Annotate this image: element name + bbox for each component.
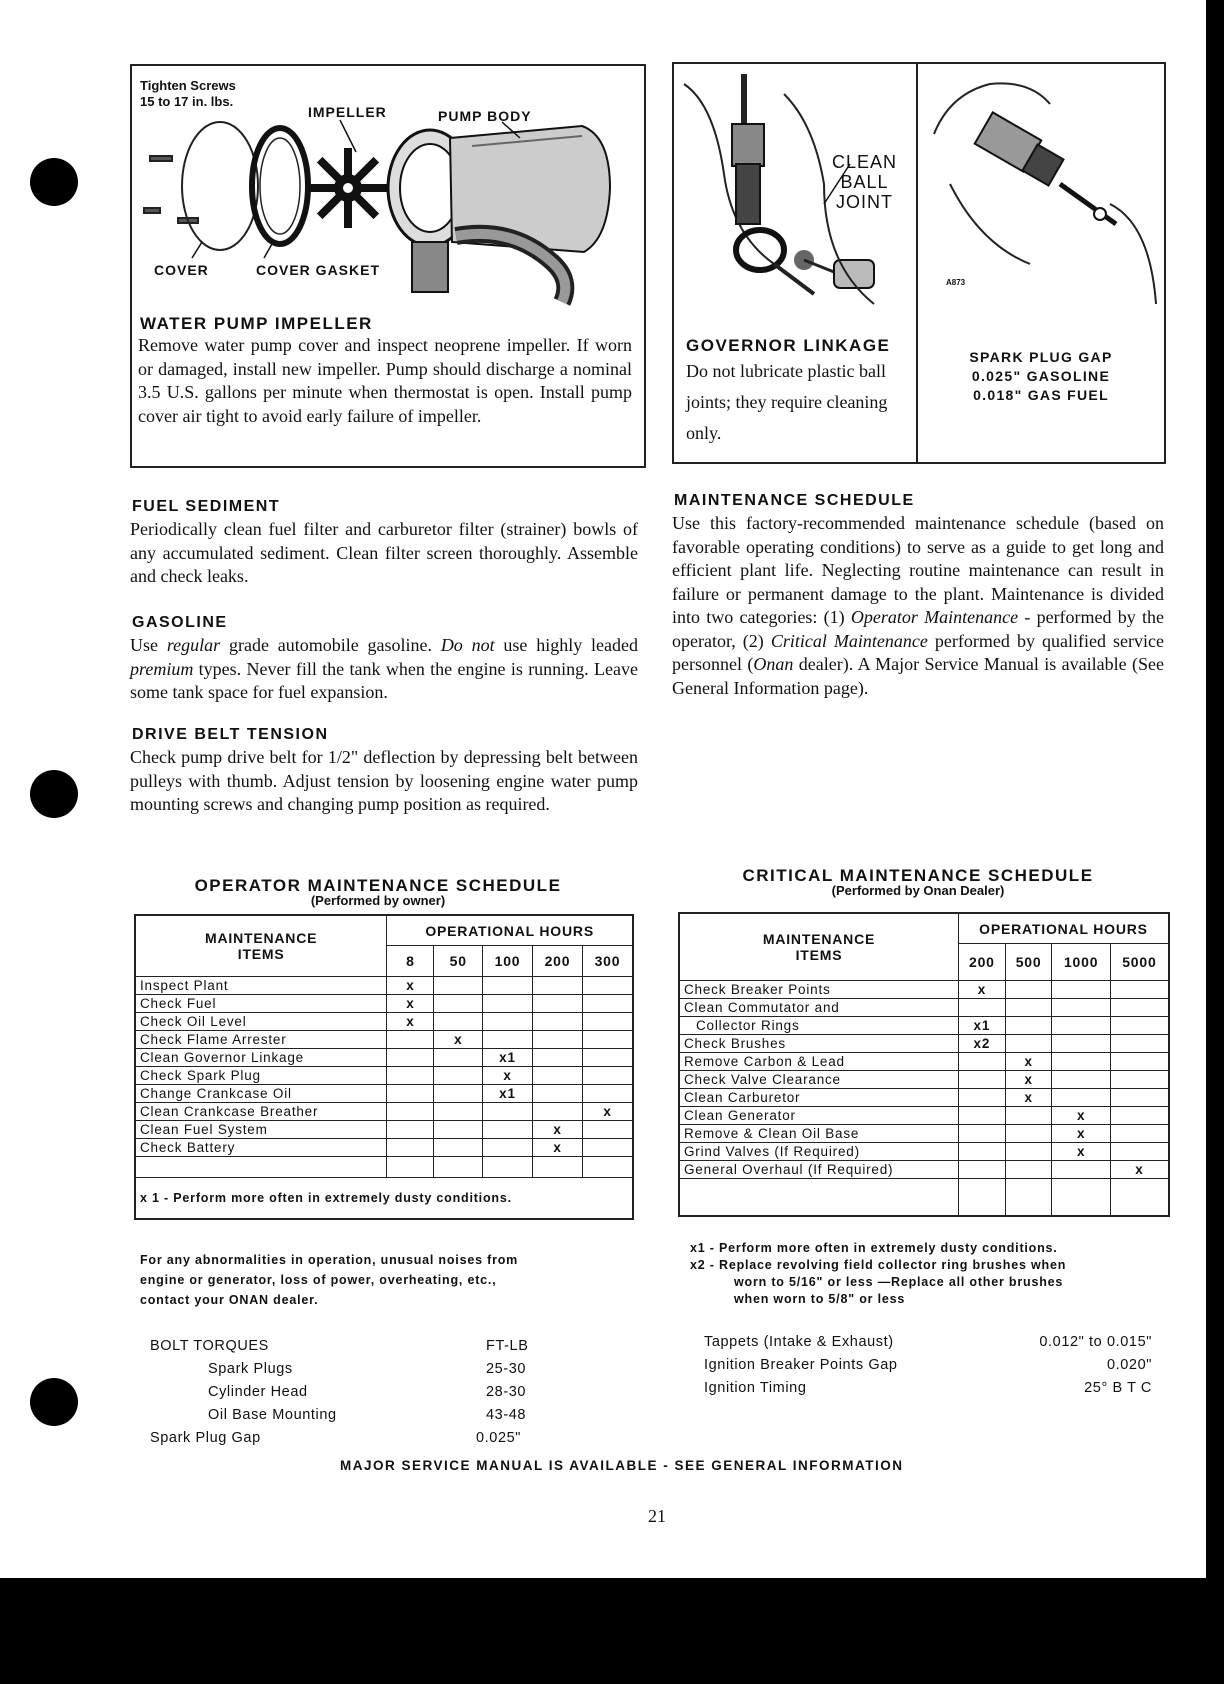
- table-row: [136, 1121, 632, 1139]
- operator-item-cell: Clean Governor Linkage: [136, 1049, 387, 1067]
- maintenance-schedule-heading: MAINTENANCE SCHEDULE: [674, 492, 915, 509]
- spark-plug-gap-caption: SPARK PLUG GAP 0.025" GASOLINE 0.018" GAS FUEL: [969, 349, 1113, 403]
- operator-items-header: MAINTENANCE ITEMS: [136, 916, 387, 977]
- table-row: [680, 1161, 1168, 1179]
- cover-gasket-label: COVER GASKET: [256, 262, 381, 278]
- critical-mark-cell: x1: [959, 1017, 1006, 1035]
- maintenance-schedule-text: Use this factory-recommended maintenance schedule (based on favorable operating conditions) to serve as a guide to get long and efficient plant life. Neglecting routine maintenance can result in failure or permanent damage to the plant. Maintenance is divided into two categories: (1) Operator Maintenance - performed by the operator, (2) Critical Maintenance performed by qualified service personnel (Onan dealer). A Major Service Manual is available (See General Information page).: [672, 513, 1165, 698]
- operator-hour-col: 200: [532, 946, 582, 977]
- critical-mark-cell: [1052, 1089, 1110, 1107]
- table-row: [680, 1107, 1168, 1125]
- spec-value: 0.020": [1106, 1357, 1152, 1373]
- governor-linkage-title: GOVERNOR LINKAGE: [686, 336, 891, 355]
- critical-mark-cell: [959, 1125, 1006, 1143]
- fuel-sediment-heading: FUEL SEDIMENT: [132, 498, 281, 515]
- spark-plug-gap-label: Spark Plug Gap: [150, 1430, 261, 1446]
- critical-mark-cell: [1052, 1017, 1110, 1035]
- operator-mark-cell: x: [434, 1031, 483, 1049]
- table-row: [680, 999, 1168, 1017]
- critical-mark-cell: [959, 1179, 1006, 1216]
- table-row: [680, 1125, 1168, 1143]
- critical-item-cell: Check Breaker Points: [680, 981, 959, 999]
- table-row: [136, 1013, 632, 1031]
- table-row: [136, 1157, 632, 1178]
- operator-mark-cell: x: [387, 977, 434, 995]
- torque-label: Cylinder Head: [208, 1384, 308, 1400]
- critical-mark-cell: [1110, 981, 1168, 999]
- critical-mark-cell: [1052, 981, 1110, 999]
- operator-item-cell: Clean Crankcase Breather: [136, 1103, 387, 1121]
- operator-mark-cell: x1: [483, 1085, 533, 1103]
- water-pump-impeller-title: WATER PUMP IMPELLER: [140, 314, 373, 333]
- operator-mark-cell: [582, 995, 632, 1013]
- operator-mark-cell: [434, 977, 483, 995]
- torque-rows: [150, 1361, 550, 1430]
- critical-mark-cell: x: [959, 981, 1006, 999]
- spec-label: Tappets (Intake & Exhaust): [704, 1334, 894, 1350]
- critical-item-cell: Clean Generator: [680, 1107, 959, 1125]
- critical-mark-cell: [1052, 1071, 1110, 1089]
- table-row: [136, 1067, 632, 1085]
- operator-mark-cell: [532, 1085, 582, 1103]
- operator-mark-cell: [483, 1013, 533, 1031]
- operator-mark-cell: [483, 1157, 533, 1178]
- critical-mark-cell: [1110, 1143, 1168, 1161]
- operator-item-cell: Check Flame Arrester: [136, 1031, 387, 1049]
- critical-item-cell: Clean Commutator and: [680, 999, 959, 1017]
- critical-footnotes: x1 - Perform more often in extremely dusty conditions. x2 - Replace revolving field collector ring brushes when worn to 5/16" or less —Replace all other brushes when worn to 5/8" or less: [690, 1241, 1067, 1306]
- critical-mark-cell: x: [1052, 1107, 1110, 1125]
- operator-mark-cell: [582, 1049, 632, 1067]
- critical-mark-cell: [959, 1089, 1006, 1107]
- operator-item-cell: Change Crankcase Oil: [136, 1085, 387, 1103]
- table-row: [680, 1143, 1168, 1161]
- operator-mark-cell: [532, 1157, 582, 1178]
- binder-hole-top: [30, 158, 78, 206]
- table-row: [680, 981, 1168, 999]
- fuel-sediment-text: Periodically clean fuel filter and carburetor filter (strainer) bowls of any accumulated sediment. Clean filter screen thoroughly. Assemble and check leaks.: [130, 519, 638, 586]
- figure-code: A873: [946, 278, 966, 287]
- operator-mark-cell: [532, 1031, 582, 1049]
- operator-mark-cell: [582, 1139, 632, 1157]
- operator-mark-cell: [532, 1049, 582, 1067]
- operator-item-cell: Clean Fuel System: [136, 1121, 387, 1139]
- critical-items-header: MAINTENANCE ITEMS: [680, 914, 959, 981]
- spec-rows: [704, 1334, 1156, 1403]
- torque-value: 43-48: [486, 1407, 527, 1423]
- critical-mark-cell: [1110, 1107, 1168, 1125]
- critical-mark-cell: [1005, 981, 1052, 999]
- table-row: [680, 1035, 1168, 1053]
- operator-mark-cell: [387, 1121, 434, 1139]
- operator-mark-cell: x: [582, 1103, 632, 1121]
- torque-value: 28-30: [486, 1384, 527, 1400]
- critical-hour-col: 5000: [1110, 944, 1168, 981]
- operator-mark-cell: [434, 1121, 483, 1139]
- abnormalities-note: For any abnormalities in operation, unusual noises from engine or generator, loss of power, overheating, etc., contact your ONAN dealer.: [140, 1253, 519, 1307]
- critical-item-cell: Collector Rings: [680, 1017, 959, 1035]
- operator-mark-cell: [434, 1067, 483, 1085]
- spec-label: Ignition Breaker Points Gap: [704, 1357, 898, 1373]
- critical-mark-cell: x: [1052, 1143, 1110, 1161]
- critical-mark-cell: x2: [959, 1035, 1006, 1053]
- operator-mark-cell: [434, 1139, 483, 1157]
- operator-mark-cell: [582, 1013, 632, 1031]
- critical-item-cell: Clean Carburetor: [680, 1089, 959, 1107]
- operator-item-cell: Check Battery: [136, 1139, 387, 1157]
- operator-mark-cell: x: [483, 1067, 533, 1085]
- critical-mark-cell: [1110, 1035, 1168, 1053]
- operator-footnote: x 1 - Perform more often in extremely dusty conditions.: [136, 1178, 632, 1219]
- critical-mark-cell: [1110, 1017, 1168, 1035]
- critical-hours-header: OPERATIONAL HOURS: [959, 914, 1169, 944]
- clean-ball-joint-label: CLEAN BALL JOINT: [832, 152, 898, 212]
- operator-item-cell: [136, 1157, 387, 1178]
- critical-mark-cell: [1005, 1035, 1052, 1053]
- spec-value: 0.012" to 0.015": [1039, 1334, 1152, 1350]
- scan-right-border: [1206, 0, 1224, 1684]
- critical-mark-cell: [1110, 1089, 1168, 1107]
- operator-mark-cell: x: [387, 1013, 434, 1031]
- critical-item-cell: Remove & Clean Oil Base: [680, 1125, 959, 1143]
- critical-mark-cell: [1005, 999, 1052, 1017]
- water-pump-figure-box: [130, 64, 646, 468]
- operator-hour-col: 300: [582, 946, 632, 977]
- tighten-screws-label: Tighten Screws 15 to 17 in. lbs.: [140, 78, 236, 109]
- critical-mark-cell: [1005, 1125, 1052, 1143]
- operator-mark-cell: [483, 1121, 533, 1139]
- critical-mark-cell: [959, 1161, 1006, 1179]
- critical-item-cell: Remove Carbon & Lead: [680, 1053, 959, 1071]
- table-row: [136, 1049, 632, 1067]
- operator-mark-cell: [483, 1031, 533, 1049]
- critical-mark-cell: [1110, 1053, 1168, 1071]
- operator-table-body: [136, 977, 632, 1178]
- operator-mark-cell: [434, 1013, 483, 1031]
- operator-schedule-title: OPERATOR MAINTENANCE SCHEDULE (Performed by owner): [194, 876, 562, 908]
- cover-label: COVER: [154, 262, 209, 278]
- critical-item-cell: [680, 1179, 959, 1216]
- operator-mark-cell: [387, 1067, 434, 1085]
- operator-mark-cell: [434, 1103, 483, 1121]
- binder-hole-bottom: [30, 1378, 78, 1426]
- critical-mark-cell: [959, 1053, 1006, 1071]
- critical-item-cell: Grind Valves (If Required): [680, 1143, 959, 1161]
- operator-mark-cell: [387, 1085, 434, 1103]
- critical-hour-col: 200: [959, 944, 1006, 981]
- table-row: [680, 1089, 1168, 1107]
- water-pump-illustration: [132, 66, 640, 306]
- operator-mark-cell: [532, 1013, 582, 1031]
- critical-mark-cell: [959, 1071, 1006, 1089]
- critical-mark-cell: x: [1052, 1125, 1110, 1143]
- operator-mark-cell: [387, 1157, 434, 1178]
- spec-row: [704, 1357, 1156, 1380]
- critical-mark-cell: [1110, 1125, 1168, 1143]
- operator-hour-col: 8: [387, 946, 434, 977]
- critical-mark-cell: x: [1005, 1089, 1052, 1107]
- operator-mark-cell: x1: [483, 1049, 533, 1067]
- scan-bottom-border: [0, 1578, 1224, 1684]
- governor-linkage-text: Do not lubricate plastic ball joints; they require cleaning only.: [686, 361, 888, 443]
- torque-row: [150, 1361, 550, 1384]
- critical-schedule-table-wrap: [678, 912, 1170, 1217]
- torque-label: Oil Base Mounting: [208, 1407, 337, 1423]
- critical-mark-cell: [1005, 1107, 1052, 1125]
- operator-mark-cell: [532, 1067, 582, 1085]
- table-row: [136, 1085, 632, 1103]
- table-row: [136, 1139, 632, 1157]
- operator-mark-cell: [582, 1121, 632, 1139]
- critical-mark-cell: [1052, 1179, 1110, 1216]
- table-row: [680, 1053, 1168, 1071]
- spec-row: [704, 1334, 1156, 1357]
- spec-label: Ignition Timing: [704, 1380, 807, 1396]
- operator-hour-col: 100: [483, 946, 533, 977]
- operator-mark-cell: x: [387, 995, 434, 1013]
- operator-mark-cell: [483, 977, 533, 995]
- pump-body-label: PUMP BODY: [438, 108, 532, 124]
- critical-table-body: [680, 981, 1168, 1216]
- gasoline-heading: GASOLINE: [132, 614, 228, 631]
- spark-plug-illustration: [920, 64, 1160, 314]
- critical-mark-cell: [1110, 1071, 1168, 1089]
- torque-label: Spark Plugs: [208, 1361, 293, 1377]
- critical-schedule-title: CRITICAL MAINTENANCE SCHEDULE (Performed by Onan Dealer): [742, 866, 1094, 898]
- torque-unit: FT-LB: [486, 1338, 529, 1354]
- table-row: [680, 1179, 1168, 1216]
- critical-mark-cell: [959, 1143, 1006, 1161]
- critical-mark-cell: [959, 1107, 1006, 1125]
- critical-mark-cell: [1005, 1179, 1052, 1216]
- major-service-manual-note: MAJOR SERVICE MANUAL IS AVAILABLE - SEE GENERAL INFORMATION: [340, 1458, 904, 1473]
- bolt-torques-block: [150, 1338, 550, 1453]
- operator-mark-cell: x: [532, 1121, 582, 1139]
- operator-mark-cell: [483, 995, 533, 1013]
- torque-row: [150, 1407, 550, 1430]
- operator-mark-cell: [387, 1049, 434, 1067]
- table-row: [680, 1071, 1168, 1089]
- critical-mark-cell: [1005, 1017, 1052, 1035]
- water-pump-impeller-text: Remove water pump cover and inspect neoprene impeller. If worn or damaged, install new impeller. Pump should discharge a nominal 3.5 U.S. gallons per minute when thermostat is open. Install pump cover air tight to avoid early failure of impeller.: [138, 335, 632, 426]
- torque-row: [150, 1384, 550, 1407]
- table-row: [680, 1017, 1168, 1035]
- operator-mark-cell: [582, 1157, 632, 1178]
- operator-mark-cell: [532, 977, 582, 995]
- table-row: [136, 995, 632, 1013]
- critical-mark-cell: [959, 999, 1006, 1017]
- gasoline-text: Use regular grade automobile gasoline. Do not use highly leaded premium types. Never fill the tank when the engine is running. Leave some tank space for fuel expansion.: [130, 635, 639, 702]
- critical-mark-cell: [1052, 1035, 1110, 1053]
- critical-mark-cell: x: [1005, 1053, 1052, 1071]
- drive-belt-text: Check pump drive belt for 1/2" deflection by depressing belt between pulleys with thumb. Adjust tension by loosening engine water pump mounting screws and changing pump position as required.: [130, 747, 638, 814]
- table-row: [136, 1031, 632, 1049]
- operator-mark-cell: [582, 1067, 632, 1085]
- table-row: [136, 1103, 632, 1121]
- binder-hole-middle: [30, 770, 78, 818]
- operator-mark-cell: [582, 1031, 632, 1049]
- bolt-torques-header: BOLT TORQUES: [150, 1338, 269, 1354]
- operator-mark-cell: [387, 1103, 434, 1121]
- operator-mark-cell: [532, 995, 582, 1013]
- critical-mark-cell: [1110, 999, 1168, 1017]
- operator-item-cell: Check Fuel: [136, 995, 387, 1013]
- drive-belt-heading: DRIVE BELT TENSION: [132, 726, 329, 743]
- operator-mark-cell: [483, 1103, 533, 1121]
- operator-mark-cell: [387, 1139, 434, 1157]
- critical-mark-cell: [1110, 1179, 1168, 1216]
- operator-item-cell: Check Oil Level: [136, 1013, 387, 1031]
- operator-mark-cell: [582, 977, 632, 995]
- critical-mark-cell: [1005, 1161, 1052, 1179]
- operator-schedule-table-wrap: [134, 914, 634, 1220]
- page-number: 21: [648, 1506, 666, 1526]
- operator-mark-cell: [434, 1085, 483, 1103]
- operator-mark-cell: [387, 1031, 434, 1049]
- operator-schedule-table: [136, 916, 632, 1218]
- operator-hours-header: OPERATIONAL HOURS: [387, 916, 632, 946]
- critical-hour-col: 1000: [1052, 944, 1110, 981]
- table-row: [136, 977, 632, 995]
- critical-mark-cell: x: [1005, 1071, 1052, 1089]
- critical-mark-cell: [1005, 1143, 1052, 1161]
- operator-hour-col: 50: [434, 946, 483, 977]
- critical-schedule-table: [680, 914, 1168, 1215]
- spark-plug-gap-value: 0.025": [476, 1430, 522, 1446]
- operator-mark-cell: [434, 1157, 483, 1178]
- operator-mark-cell: [434, 1049, 483, 1067]
- critical-mark-cell: [1052, 1053, 1110, 1071]
- operator-mark-cell: [434, 995, 483, 1013]
- impeller-label: IMPELLER: [308, 104, 387, 120]
- spec-row: [704, 1380, 1156, 1403]
- critical-item-cell: Check Brushes: [680, 1035, 959, 1053]
- operator-item-cell: Check Spark Plug: [136, 1067, 387, 1085]
- operator-mark-cell: x: [532, 1139, 582, 1157]
- critical-hour-col: 500: [1005, 944, 1052, 981]
- critical-item-cell: Check Valve Clearance: [680, 1071, 959, 1089]
- critical-item-cell: General Overhaul (If Required): [680, 1161, 959, 1179]
- spec-value: 25° B T C: [1084, 1380, 1152, 1396]
- critical-mark-cell: x: [1110, 1161, 1168, 1179]
- operator-mark-cell: [532, 1103, 582, 1121]
- governor-spark-figure-box: [672, 62, 1166, 464]
- critical-mark-cell: [1052, 999, 1110, 1017]
- operator-mark-cell: [483, 1139, 533, 1157]
- torque-value: 25-30: [486, 1361, 527, 1377]
- operator-item-cell: Inspect Plant: [136, 977, 387, 995]
- critical-mark-cell: [1052, 1161, 1110, 1179]
- operator-mark-cell: [582, 1085, 632, 1103]
